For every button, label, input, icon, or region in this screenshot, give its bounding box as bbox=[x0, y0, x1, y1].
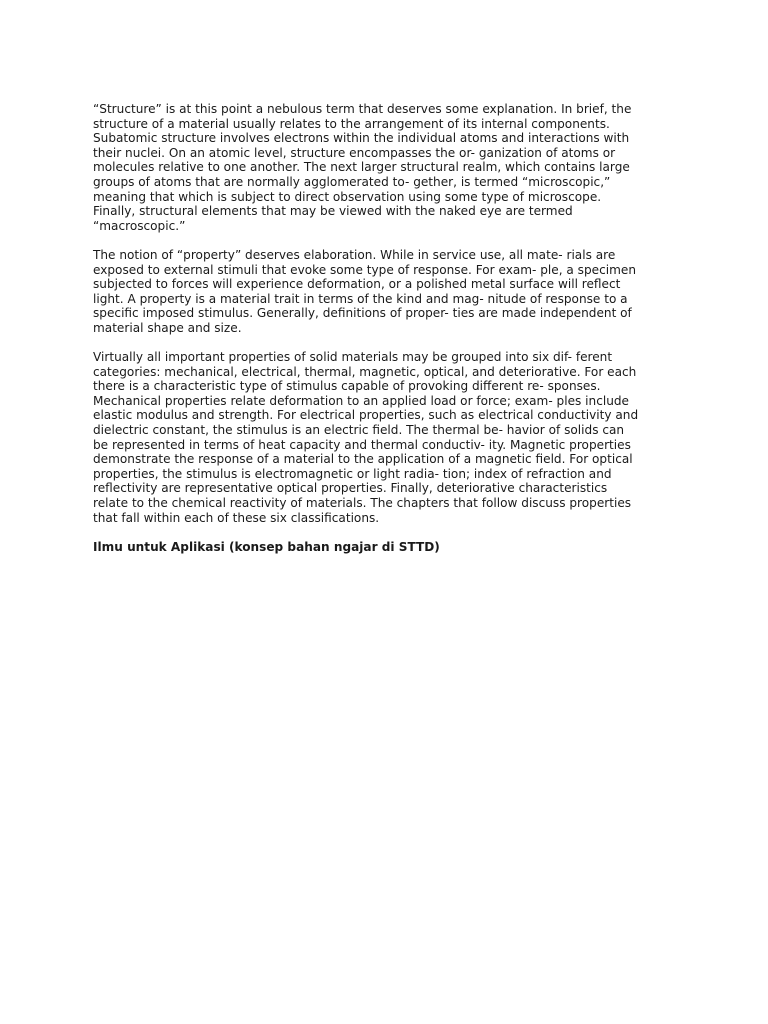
paragraph-property bbox=[93, 248, 677, 336]
text-line: subjected to forces will experience deformation, or a polished metal surface will reflect bbox=[93, 277, 621, 292]
text-line: The notion of “property” deserves elaboration. While in service use, all mate- rials are bbox=[93, 247, 616, 262]
footer-caption: Ilmu untuk Aplikasi (konsep bahan ngajar di STTD) bbox=[93, 539, 440, 554]
text-line: reflectivity are representative optical properties. Finally, deteriorative characteristics bbox=[93, 481, 608, 496]
text-line: Mechanical properties relate deformation to an applied load or force; exam- ples include bbox=[93, 393, 629, 408]
text-line: that fall within each of these six classifications. bbox=[93, 510, 380, 525]
paragraph-categories bbox=[93, 350, 677, 525]
text-line: relate to the chemical reactivity of materials. The chapters that follow discuss properties bbox=[93, 496, 632, 511]
text-line: groups of atoms that are normally agglomerated to- gether, is termed “microscopic,” bbox=[93, 174, 611, 189]
text-line: exposed to external stimuli that evoke some type of response. For exam- ple, a specimen bbox=[93, 262, 636, 277]
text-line: “Structure” is at this point a nebulous term that deserves some explanation. In brief, the bbox=[93, 102, 632, 116]
text-line: dielectric constant, the stimulus is an electric field. The thermal be- havior of solids can bbox=[93, 423, 625, 438]
text-line: Virtually all important properties of solid materials may be grouped into six dif- ferent bbox=[93, 350, 613, 365]
text-line: elastic modulus and strength. For electrical properties, such as electrical conductivity and bbox=[93, 408, 639, 423]
text-line: properties, the stimulus is electromagnetic or light radia- tion; index of refraction and bbox=[93, 466, 612, 481]
document-body bbox=[93, 102, 677, 554]
text-line: “macroscopic.” bbox=[93, 218, 186, 233]
text-line: demonstrate the response of a material to the application of a magnetic field. For optical bbox=[93, 452, 633, 467]
text-line: Subatomic structure involves electrons within the individual atoms and interactions with bbox=[93, 131, 630, 146]
text-line: be represented in terms of heat capacity and thermal conductiv- ity. Magnetic properties bbox=[93, 437, 631, 452]
text-line: there is a characteristic type of stimulus capable of provoking different re- sponses. bbox=[93, 379, 601, 394]
text-line: meaning that which is subject to direct observation using some type of microscope. bbox=[93, 189, 602, 204]
text-line: their nuclei. On an atomic level, structure encompasses the or- ganization of atoms or bbox=[93, 145, 616, 160]
paragraph-structure bbox=[93, 102, 677, 233]
text-line: structure of a material usually relates to the arrangement of its internal components. bbox=[93, 116, 610, 131]
text-line: categories: mechanical, electrical, thermal, magnetic, optical, and deteriorative. For each bbox=[93, 364, 637, 379]
text-line: Finally, structural elements that may be viewed with the naked eye are termed bbox=[93, 204, 573, 219]
text-line: material shape and size. bbox=[93, 320, 242, 335]
text-line: molecules relative to one another. The next larger structural realm, which contains large bbox=[93, 160, 630, 175]
text-line: specific imposed stimulus. Generally, definitions of proper- ties are made independent of bbox=[93, 306, 632, 321]
text-line: light. A property is a material trait in terms of the kind and mag- nitude of response to a bbox=[93, 291, 628, 306]
